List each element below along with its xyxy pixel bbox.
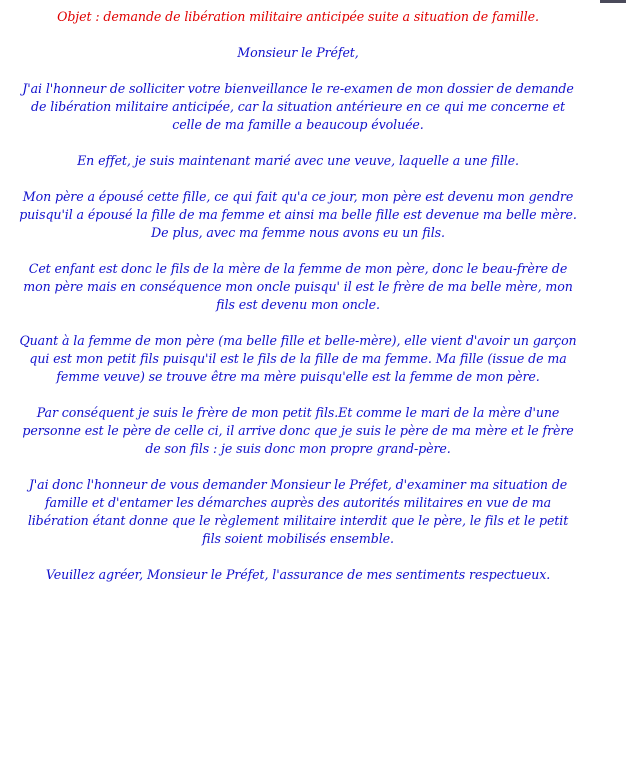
letter-paragraph-6: Par conséquent je suis le frère de mon petit fils.Et comme le mari de la mère d'une personne est le père de celle ci, il arrive donc que je suis le père de ma mère et le frère de son fils : je suis donc mon propre grand-père. — [22, 405, 574, 456]
letter-subject: Objet : demande de libération militaire anticipée suite a situation de famille. — [57, 9, 539, 24]
letter-paragraph-7: J'ai donc l'honneur de vous demander Monsieur le Préfet, d'examiner ma situation de famille et d'entamer les démarches auprès des autorités militaires en vue de ma libération étant donne que le règlement militaire interdit que le père, le fils et le petit fils soient mobilisés ensemble. — [27, 477, 569, 546]
corner-marker — [600, 0, 626, 3]
letter-paragraph-2: En effet, je suis maintenant marié avec une veuve, laquelle a une fille. — [77, 153, 519, 168]
letter-body — [18, 8, 578, 584]
letter-paragraph-4: Cet enfant est donc le fils de la mère de la femme de mon père, donc le beau-frère de mon père mais en conséquence mon oncle puisqu' il est le frère de ma belle mère, mon fils est devenu mon oncle. — [23, 261, 573, 312]
letter-paragraph-1: J'ai l'honneur de solliciter votre bienveillance le re-examen de mon dossier de demande de libération militaire anticipée, car la situation antérieure en ce qui me concerne et celle de ma famille a beaucoup évoluée. — [22, 81, 574, 132]
letter-paragraph-3: Mon père a épousé cette fille, ce qui fait qu'a ce jour, mon père est devenu mon gendre puisqu'il a épousé la fille de ma femme et ainsi ma belle fille est devenue ma belle mère. De plus, avec ma femme nous avons eu un fils. — [19, 189, 577, 240]
letter-salutation: Monsieur le Préfet, — [237, 45, 359, 60]
letter-closing: Veuillez agréer, Monsieur le Préfet, l'assurance de mes sentiments respectueux. — [45, 567, 551, 582]
letter-paragraph-5: Quant à la femme de mon père (ma belle fille et belle-mère), elle vient d'avoir un garçon qui est mon petit fils puisqu'il est le fils de la fille de ma femme. Ma fille (issue de ma femme veuve) se trouve être ma mère puisqu'elle est la femme de mon père. — [19, 333, 577, 384]
